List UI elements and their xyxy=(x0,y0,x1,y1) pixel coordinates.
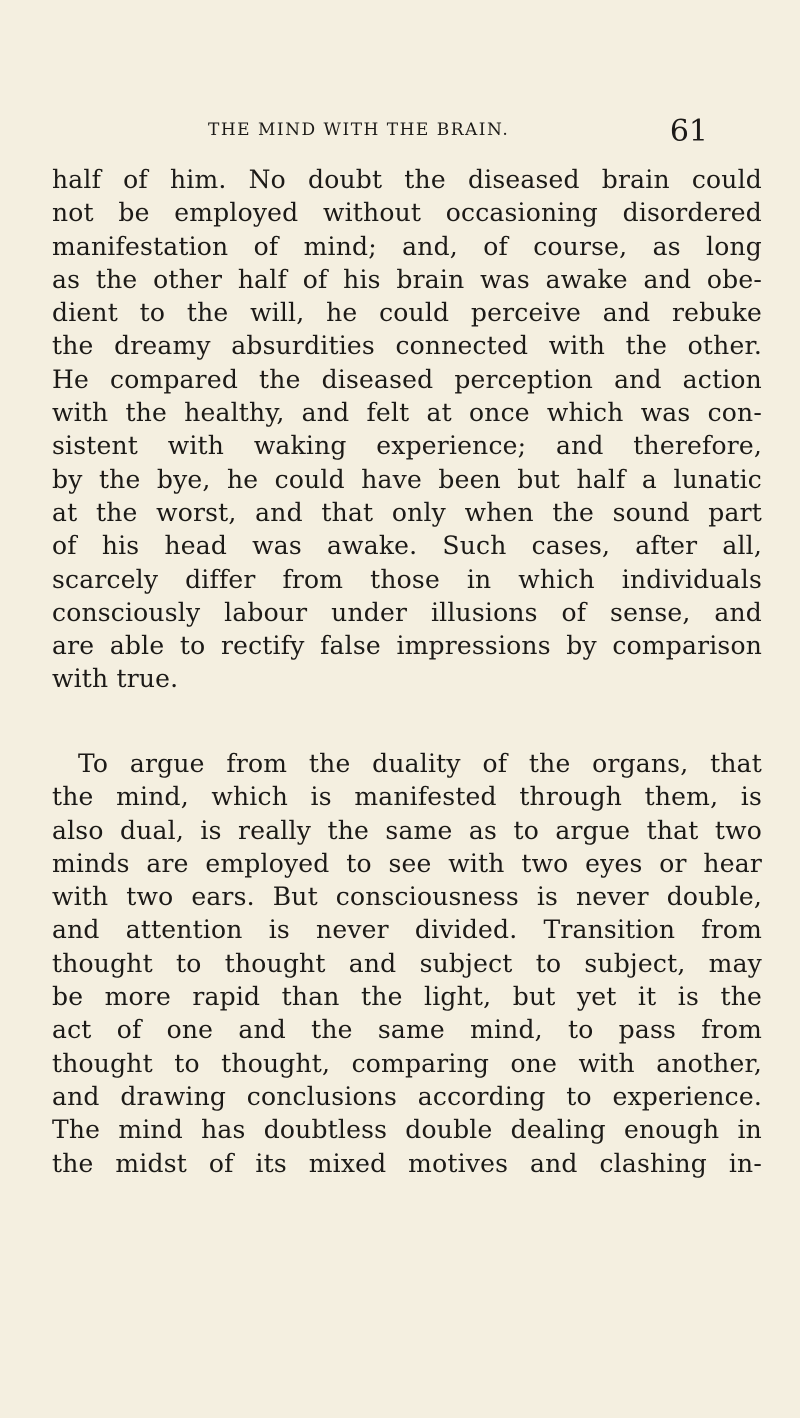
text-line: dient to the will, he could perceive and rebuke xyxy=(52,298,762,328)
text-line: not be employed without occasioning disordered xyxy=(52,198,762,228)
running-head xyxy=(208,112,708,152)
text-line: The mind has doubtless double dealing enough in xyxy=(52,1115,762,1145)
page-number: 61 xyxy=(669,114,708,149)
text-line: thought to thought and subject to subject, may xyxy=(52,948,762,978)
text-line: To argue from the duality of the organs, that xyxy=(78,749,762,778)
text-line: with two ears. But consciousness is never double, xyxy=(52,882,762,912)
paragraph-1 xyxy=(52,163,762,696)
text-line: of his head was awake. Such cases, after all, xyxy=(52,531,762,561)
text-line: thought to thought, comparing one with another, xyxy=(52,1048,762,1078)
text-line: with the healthy, and felt at once which was con- xyxy=(52,398,762,428)
text-line: the mind, which is manifested through them, is xyxy=(52,782,762,812)
text-line: as the other half of his brain was awake and obe- xyxy=(52,264,762,294)
text-line: with true. xyxy=(52,664,179,694)
text-line: and drawing conclusions according to experience. xyxy=(52,1081,762,1111)
text-line: the dreamy absurdities connected with the other. xyxy=(52,331,762,361)
running-title: THE MIND WITH THE BRAIN. xyxy=(208,120,510,140)
text-line: sistent with waking experience; and therefore, xyxy=(52,431,762,461)
text-line: by the bye, he could have been but half a lunatic xyxy=(52,464,762,494)
text-line: be more rapid than the light, but yet it is the xyxy=(52,982,762,1012)
text-line: minds are employed to see with two eyes or hear xyxy=(52,848,762,878)
text-line: half of him. No doubt the diseased brain could xyxy=(52,165,762,194)
text-line: the midst of its mixed motives and clashing in- xyxy=(52,1148,762,1178)
text-line: consciously labour under illusions of sense, and xyxy=(52,597,762,627)
paragraph-2 xyxy=(52,747,762,1180)
text-line: at the worst, and that only when the sound part xyxy=(52,497,762,527)
text-line: are able to rectify false impressions by comparison xyxy=(52,631,762,661)
text-line: also dual, is really the same as to argue that two xyxy=(52,815,762,845)
text-line: He compared the diseased perception and action xyxy=(52,364,762,394)
text-line: scarcely differ from those in which individuals xyxy=(52,564,762,594)
text-line: act of one and the same mind, to pass from xyxy=(52,1015,762,1045)
text-line: and attention is never divided. Transition from xyxy=(52,915,762,945)
text-line: manifestation of mind; and, of course, as long xyxy=(52,231,762,261)
